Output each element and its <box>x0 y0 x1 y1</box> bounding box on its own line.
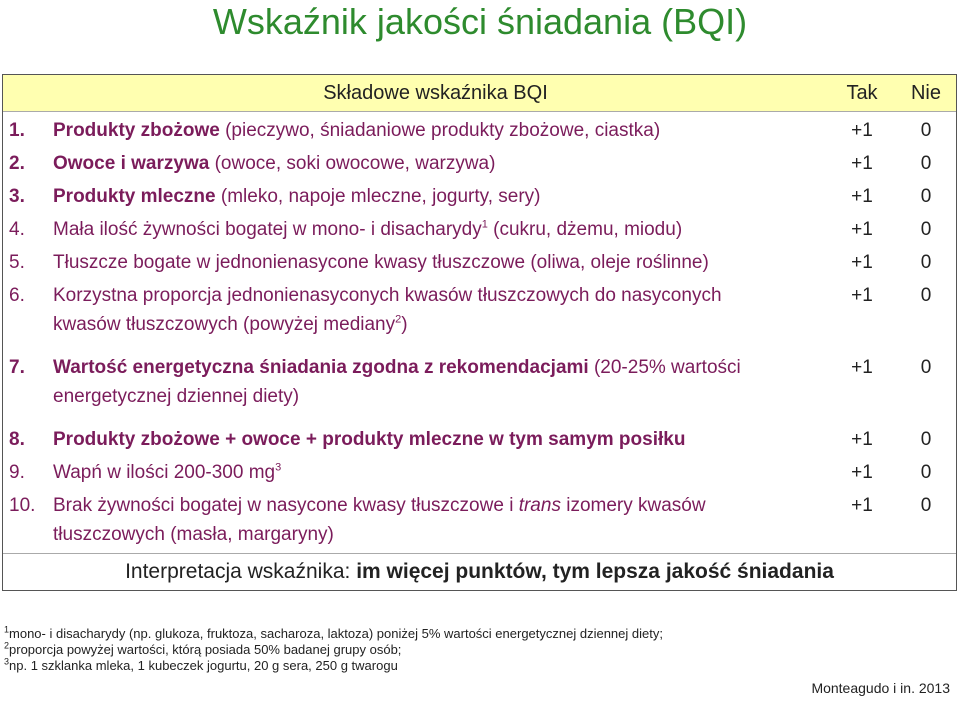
row-no-value: 0 <box>920 429 932 450</box>
row-yes-value: +1 <box>851 120 873 141</box>
row-no-value: 0 <box>920 285 932 306</box>
footnotes <box>4 626 663 674</box>
table-row <box>3 182 956 211</box>
table-row <box>3 458 956 487</box>
row-no-value: 0 <box>920 219 932 240</box>
interpretation-text: im więcej punktów, tym lepsza jakość śniadania <box>356 560 834 583</box>
row-yes-value: +1 <box>851 462 873 483</box>
row-no-value: 0 <box>920 153 932 174</box>
bqi-table <box>2 74 957 591</box>
row-text: Owoce i warzywa (owoce, soki owocowe, warzywa) <box>53 153 496 174</box>
row-text: Mała ilość żywności bogatej w mono- i disacharydy$^1$ (cukru, dżemu, miodu) <box>53 218 683 240</box>
row-no-value: 0 <box>920 120 932 141</box>
interpretation <box>3 553 956 590</box>
footnote: $^2$proporcja powyżej wartości, którą posiada 50% badanej grupy osób; <box>4 640 402 657</box>
row-yes-value: +1 <box>851 285 873 306</box>
row-text: Brak żywności bogatej w nasycone kwasy tłuszczowe i trans izomery kwasów tłuszczowych (masła, margaryny) <box>53 495 706 545</box>
row-number: 8. <box>9 429 25 450</box>
row-text: Produkty mleczne (mleko, napoje mleczne, jogurty, sery) <box>53 186 541 207</box>
citation: Monteagudo i in. 2013 <box>811 680 950 696</box>
header-components: Składowe wskaźnika BQI <box>323 81 548 104</box>
table-row <box>3 149 956 178</box>
header-no: Nie <box>910 81 941 104</box>
row-yes-value: +1 <box>851 186 873 207</box>
row-yes-value: +1 <box>851 219 873 240</box>
footnote: $^3$np. 1 szklanka mleka, 1 kubeczek jogurtu, 20 g sera, 250 g twarogu <box>4 656 398 673</box>
row-yes-value: +1 <box>851 252 873 273</box>
page-title: Wskaźnik jakości śniadania (BQI) <box>212 1 748 42</box>
row-number: 7. <box>9 357 25 378</box>
row-no-value: 0 <box>920 357 932 378</box>
table-row <box>3 281 956 339</box>
table-header <box>3 75 956 112</box>
row-text: Wapń w ilości 200-300 $mg^3$ <box>53 461 282 483</box>
row-no-value: 0 <box>920 186 932 207</box>
table-row <box>3 425 956 454</box>
row-text: Tłuszcze bogate w jednonienasycone kwasy tłuszczowe (oliwa, oleje roślinne) <box>53 252 709 273</box>
row-no-value: 0 <box>920 462 932 483</box>
row-yes-value: +1 <box>851 429 873 450</box>
row-yes-value: +1 <box>851 153 873 174</box>
table-row <box>3 353 956 411</box>
row-text: Produkty zbożowe + owoce + produkty mleczne w tym samym posiłku <box>53 429 686 450</box>
table-row <box>3 248 956 277</box>
row-yes-value: +1 <box>851 357 873 378</box>
row-number: 10. <box>9 495 36 516</box>
row-number: 9. <box>9 462 25 483</box>
footnote: $^1$mono- i disacharydy (np. glukoza, fruktoza, sacharoza, laktoza) poniżej 5% wartości energetycznej dziennej diety; <box>4 624 663 641</box>
row-number: 4. <box>9 219 25 240</box>
row-no-value: 0 <box>920 252 932 273</box>
interpretation-label: Interpretacja wskaźnika: <box>125 560 357 583</box>
row-number: 6. <box>9 285 25 306</box>
table-row <box>3 491 956 549</box>
table-row <box>3 215 956 244</box>
row-text: Produkty zbożowe (pieczywo, śniadaniowe produkty zbożowe, ciastka) <box>53 120 661 141</box>
row-number: 1. <box>9 120 25 141</box>
row-no-value: 0 <box>920 495 932 516</box>
row-number: 5. <box>9 252 25 273</box>
row-number: 3. <box>9 186 25 207</box>
header-yes: Tak <box>846 81 878 104</box>
row-text: Wartość energetyczna śniadania zgodna z rekomendacjami (20-25% wartości energetycznej dziennej diety) <box>53 357 741 407</box>
row-number: 2. <box>9 153 25 174</box>
row-text: Korzystna proporcja jednonienasyconych kwasów tłuszczowych do nasyconych kwasów tłuszczowych (powyżej mediany$^2$) <box>53 285 722 335</box>
table-row <box>3 116 956 145</box>
row-yes-value: +1 <box>851 495 873 516</box>
